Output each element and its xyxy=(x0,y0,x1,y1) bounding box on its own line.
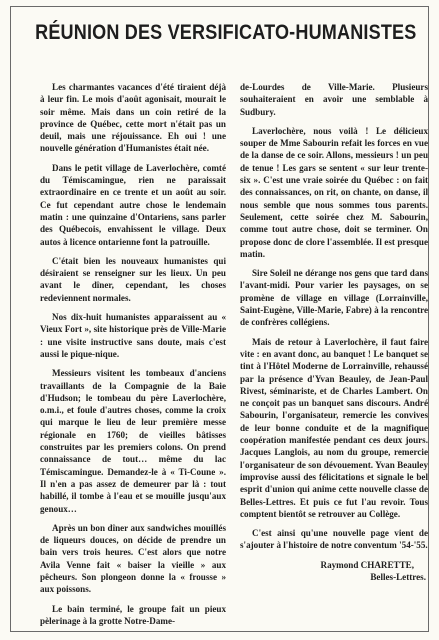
paragraph: Sire Soleil ne dérange nos gens que tard dans l'avant-midi. Pour varier les paysages, on se promène de village en village (Lorrainville, Saint-Eugène, Ville-Marie, Fabre) à la rencontre de confrères collégiens. xyxy=(240,268,428,328)
right-column xyxy=(240,81,428,583)
paragraph: Laverlochère, nous voilà ! Le délicieux souper de Mme Sabourin refait les forces en vue de la danse de ce soir. Allons, messieurs ! un peu de tenue ! Les gars se sentent « sur leur trente-six ». C'est une vraie soirée du Québec : on fait des connaissances, on rit, on chante, on danse, il nous semble que nous sommes tous parents. Seulement, cette soirée chez M. Sabourin, comme tout autre chose, doit se terminer. On propose donc de clore l'assemblée. Il est presque matin. xyxy=(240,125,428,259)
paragraph: C'était bien les nouveaux humanistes qui désiraient se renseigner sur les lieux. Un peu avant le dîner, cependant, les choses redeviennent normales. xyxy=(40,255,226,303)
signature-affiliation: Belles-Lettres. xyxy=(370,571,426,582)
article-title: RÉUNION DES VERSIFICATO-HUMANISTES xyxy=(35,20,417,44)
paragraph: Nos dix-huit humanistes apparaissent au « Vieux Fort », site historique près de Ville-Marie : une visite instructive sans doute, mais c'est aussi le pique-nique. xyxy=(40,312,226,359)
paragraph: Le bain terminé, le groupe fait un pieux pèlerinage à la grotte Notre-Dame- xyxy=(40,603,226,626)
paragraph: Dans le petit village de Laverlochère, comté du Témiscamingue, rien ne paraissait extraordinaire en ce trente et un août au soir. Ce fut cependant autre chose le lendemain matin : une quinzaine d'Ontariens, sans parler des Québecois, envahissent le village. Deux autos à licence ontarienne font la patrouille. xyxy=(40,162,226,247)
left-column xyxy=(40,81,226,634)
paragraph: Mais de retour à Laverlochère, il faut faire vite : en avant donc, au banquet ! Le banquet se tint à l'Hôtel Moderne de Lorrainville, rehaussé par la présence d'Yvan Beauley, de Jean-Paul Rivest, séminariste, et de Charles Lambert. On ne conçoit pas un banquet sans discours. André Sabourin, l'organisateur, remercie les convives de leur bonne conduite et de la magnifique coopération manifestée pendant ces deux jours. Jacques Langlois, au nom du groupe, remercie l'organisateur de son dévouement. Yvan Beauley improvise aussi des félicitations et signale le bel esprit d'union qui anime cette nouvelle classe de Belles-Lettres. Et puis ce fut l'au revoir. Tous comptent bientôt se retrouver au Collège. xyxy=(240,336,428,519)
paragraph: Messieurs visitent les tombeaux d'anciens travaillants de la Compagnie de la Baie d'Hudson; le tombeau du père Laverlochère, o.m.i., et foule d'autres choses, comme la croix qui marque le lieu de leur première messe régionale en 1760; de vieilles bâtisses construites par les premiers colons. On prend connaissance de tout… même du lac Témiscamingue. Demandez-le à « Ti-Coune ». Il n'en a pas assez de demeurer par là : tout habillé, il tombe à l'eau et se mouille jusqu'aux genoux… xyxy=(40,368,226,514)
paragraph: Les charmantes vacances d'été tiraient déjà à leur fin. Le mois d'août agonisait, mourait le soir même. Mais dans un coin retiré de la province de Québec, cette mort n'était pas un deuil, mais une réjouissance. Eh oui ! une nouvelle génération d'Humanistes était née. xyxy=(40,82,226,154)
signature-name: Raymond CHARETTE, xyxy=(320,559,414,570)
paragraph: C'est ainsi qu'une nouvelle page vient de s'ajouter à l'histoire de notre conventum '54-'55. xyxy=(240,528,428,551)
paragraph: Après un bon dîner aux sandwiches mouillés de liqueurs douces, on décide de prendre un bain vers trois heures. C'est alors que notre Avila Venne fait « baiser la vieille » aux pêcheurs. Son plongeon donne la « frousse » aux poissons. xyxy=(40,522,226,595)
paragraph: de-Lourdes de Ville-Marie. Plusieurs souhaiteraient en avoir une semblable à Sudbury. xyxy=(240,82,428,117)
